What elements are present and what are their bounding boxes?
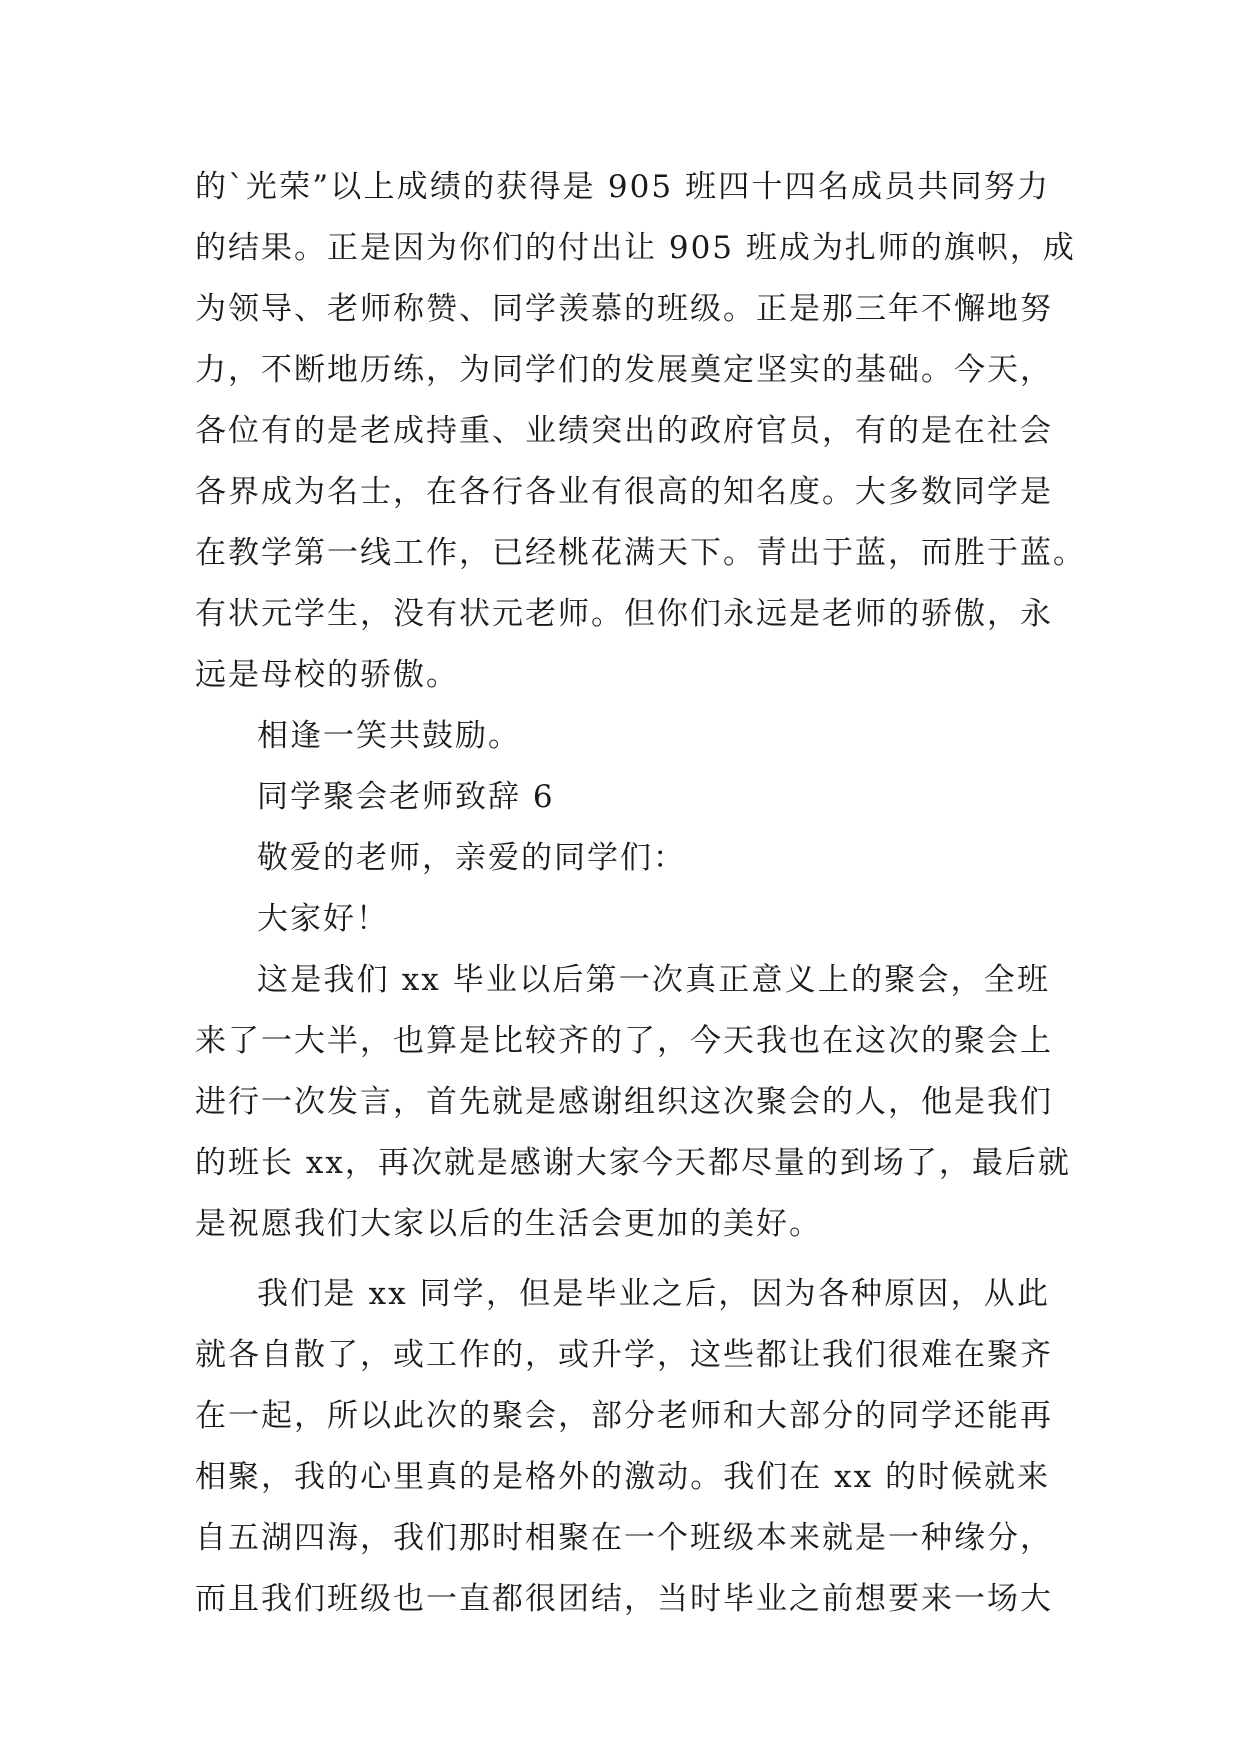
salutation: 敬爱的老师，亲爱的同学们：: [257, 840, 686, 876]
paragraph-2-line: 进行一次发言，首先就是感谢组织这次聚会的人，他是我们: [195, 1084, 1053, 1120]
paragraph-3-first-line: 我们是 xx 同学，但是毕业之后，因为各种原因，从此: [257, 1276, 1050, 1312]
paragraph-3-line: 就各自散了，或工作的，或升学，这些都让我们很难在聚齐: [195, 1337, 1053, 1373]
greeting: 大家好！: [257, 901, 389, 937]
paragraph-3-line: 相聚，我的心里真的是格外的激动。我们在 xx 的时候就来: [195, 1459, 1050, 1495]
paragraph-3-line: 在一起，所以此次的聚会，部分老师和大部分的同学还能再: [195, 1398, 1053, 1434]
body-line: 在教学第一线工作，已经桃花满天下。青出于蓝，而胜于蓝。: [195, 535, 1086, 571]
paragraph-3-line: 自五湖四海，我们那时相聚在一个班级本来就是一种缘分，: [195, 1520, 1053, 1556]
paragraph-gap: [195, 1255, 1050, 1264]
paragraph-2-line: 的班长 xx，再次就是感谢大家今天都尽量的到场了，最后就: [195, 1145, 1071, 1181]
body-line: 各界成为名士，在各行各业有很高的知名度。大多数同学是: [195, 474, 1053, 510]
paragraph-2-last-line: 是祝愿我们大家以后的生活会更加的美好。: [195, 1206, 822, 1242]
paragraph-3-line: 而且我们班级也一直都很团结，当时毕业之前想要来一场大: [195, 1581, 1053, 1617]
body-line-last: 远是母校的骄傲。: [195, 657, 459, 693]
paragraph-2-first-line: 这是我们 xx 毕业以后第一次真正意义上的聚会，全班: [257, 962, 1050, 998]
section-heading: 同学聚会老师致辞 6: [257, 779, 555, 815]
body-line: 各位有的是老成持重、业绩突出的政府官员，有的是在社会: [195, 413, 1053, 449]
body-line: 有状元学生，没有状元老师。但你们永远是老师的骄傲，永: [195, 596, 1053, 632]
closing-line: 相逢一笑共鼓励。: [257, 718, 521, 754]
body-line: 的`光荣”以上成绩的获得是 905 班四十四名成员共同努力: [195, 169, 1050, 205]
paragraph-2-line: 来了一大半，也算是比较齐的了，今天我也在这次的聚会上: [195, 1023, 1053, 1059]
body-line: 为领导、老师称赞、同学羡慕的班级。正是那三年不懈地努: [195, 291, 1053, 327]
document-body: [195, 157, 1086, 1630]
body-line: 力，不断地历练，为同学们的发展奠定坚实的基础。今天，: [195, 352, 1053, 388]
body-line: 的结果。正是因为你们的付出让 905 班成为扎师的旗帜，成: [195, 230, 1076, 266]
